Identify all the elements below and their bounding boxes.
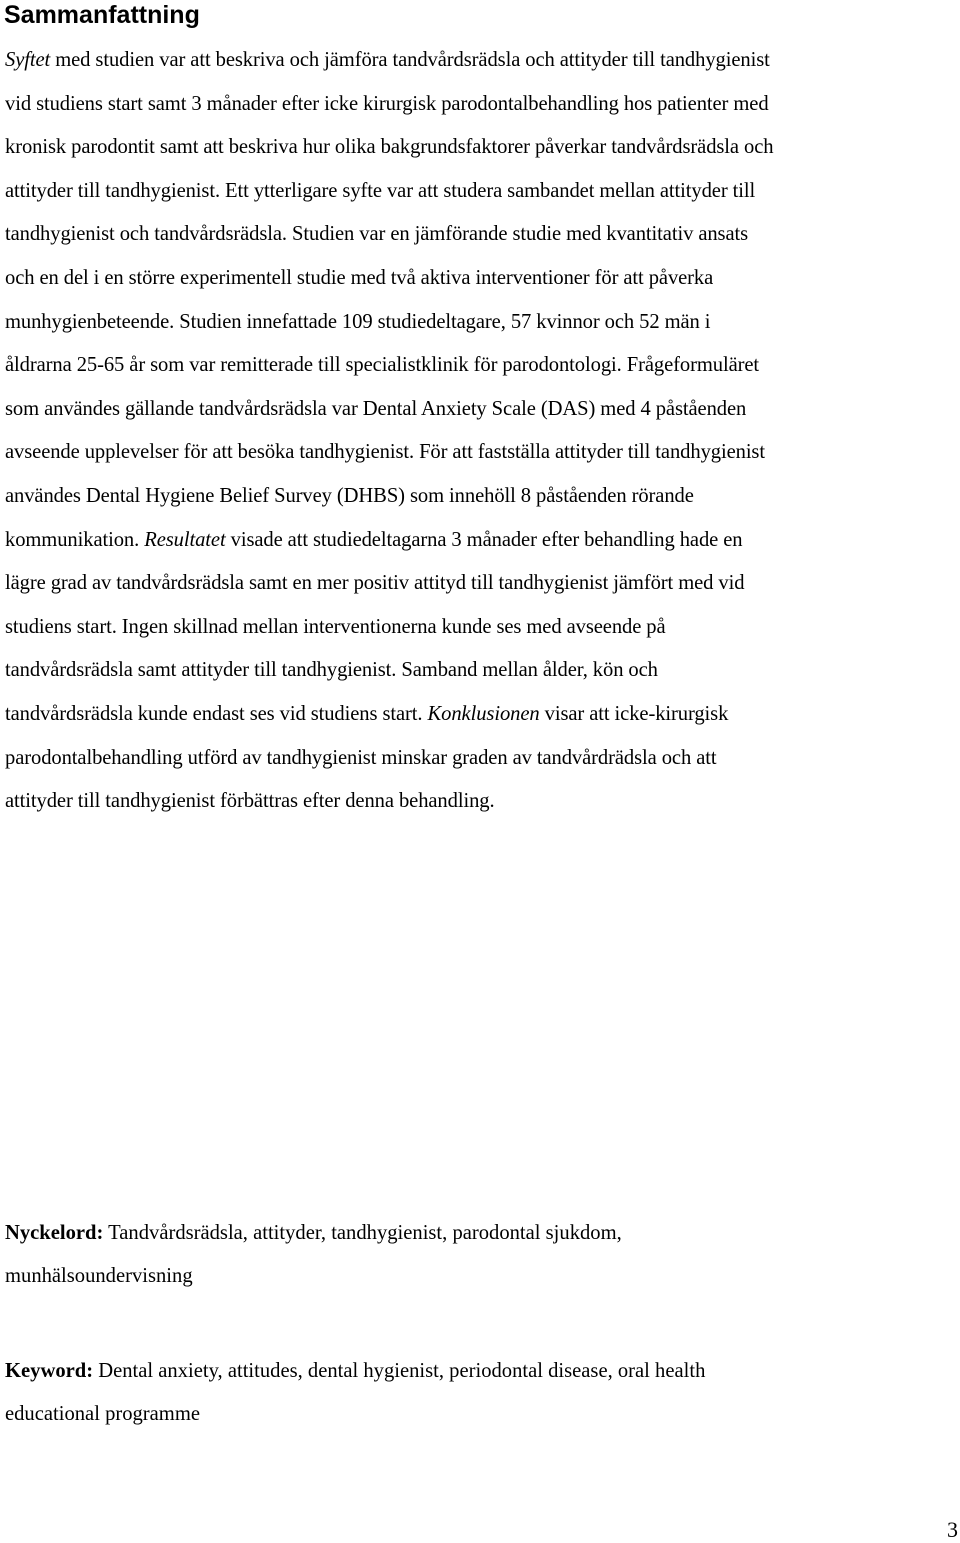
abstract-line [5,257,960,301]
keywords-english-line-2: educational programme [5,1403,200,1425]
abstract-text: med studien var att beskriva och jämföra tandvårdsrädsla och attityder till tandhygienist [50,49,770,71]
abstract-line [5,170,960,214]
abstract-line [5,431,960,475]
abstract-text: vid studiens start samt 3 månader efter icke kirurgisk parodontalbehandling hos patienter med [5,92,769,115]
keywords-english-label: Keyword: [5,1360,94,1382]
abstract-line [5,83,960,127]
abstract-text: åldrarna 25-65 år som var remitterade till specialistklinik för parodontologi. Frågeformuläret [5,354,760,377]
abstract-text: avseende upplevelser för att besöka tandhygienist. För att fastställa attityder till tandhygienist [5,441,765,464]
abstract-text: attityder till tandhygienist. Ett ytterligare syfte var att studera sambandet mellan attityder till [5,179,756,202]
abstract-text: parodontalbehandling utförd av tandhygienist minskar graden av tandvårdrädsla och att [5,746,717,769]
abstract-line [5,39,960,83]
abstract-line [5,126,960,170]
keywords-swedish-label: Nyckelord: [5,1222,104,1244]
abstract-line [5,606,960,650]
abstract-text: tandhygienist och tandvårdsrädsla. Studien var en jämförande studie med kvantitativ ansats [5,223,749,246]
abstract-text: tandvårdsrädsla samt attityder till tandhygienist. Samband mellan ålder, kön och [5,659,658,682]
abstract-text: munhygienbeteende. Studien innefattade 109 studiedeltagare, 57 kvinnor och 52 män i [5,310,711,333]
abstract-text: tandvårdsrädsla kunde endast ses vid studiens start. [5,702,428,725]
abstract-paragraph [5,39,960,824]
abstract-text: visade att studiedeltagarna 3 månader efter behandling hade en [225,528,743,551]
abstract-line [5,780,960,824]
abstract-emphasis: Resultatet [144,528,226,551]
abstract-text: visar att icke-kirurgisk [539,702,729,725]
abstract-text: kronisk parodontit samt att beskriva hur olika bakgrundsfaktorer påverkar tandvårdsrädsla och [5,136,774,159]
abstract-line [5,475,960,519]
section-heading: Sammanfattning [4,1,200,29]
keywords-swedish-text: Tandvårdsrädsla, attityder, tandhygienist, parodontal sjukdom, [103,1222,622,1244]
abstract-text: lägre grad av tandvårdsrädsla samt en mer positiv attityd till tandhygienist jämfört med vid [5,572,745,595]
abstract-line [5,737,960,781]
abstract-text: kommunikation. [5,528,145,551]
abstract-text: användes Dental Hygiene Belief Survey (DHBS) som innehöll 8 påståenden rörande [5,484,694,507]
abstract-line [5,649,960,693]
keywords-english [5,1350,705,1436]
abstract-text: studiens start. Ingen skillnad mellan interventionerna kunde ses med avseende på [5,615,666,638]
abstract-text: attityder till tandhygienist förbättras efter denna behandling. [5,790,495,813]
abstract-line [5,519,960,563]
abstract-text: och en del i en större experimentell studie med två aktiva interventioner för att påverka [5,266,714,289]
abstract-emphasis: Syftet [5,49,51,71]
keywords-swedish [5,1212,622,1298]
abstract-line [5,213,960,257]
abstract-line [5,562,960,606]
keywords-swedish-line-1 [5,1212,622,1255]
page-number: 3 [947,1517,958,1542]
abstract-line [5,344,960,388]
abstract-text: som användes gällande tandvårdsrädsla var Dental Anxiety Scale (DAS) med 4 påståenden [5,397,747,420]
keywords-swedish-line-2: munhälsoundervisning [5,1265,193,1287]
keywords-english-line-1 [5,1350,705,1393]
abstract-line [5,693,960,737]
abstract-line [5,388,960,432]
abstract-emphasis: Konklusionen [427,702,540,725]
abstract-line [5,301,960,345]
keywords-english-text: Dental anxiety, attitudes, dental hygienist, periodontal disease, oral health [93,1360,706,1382]
